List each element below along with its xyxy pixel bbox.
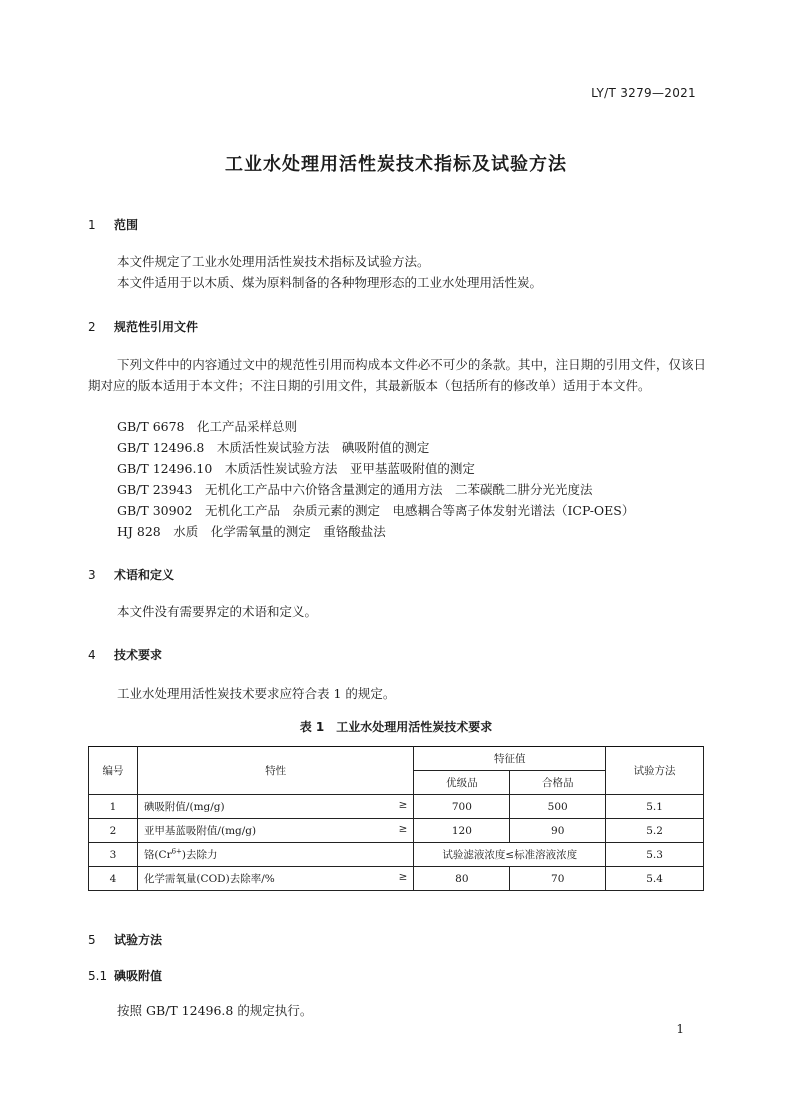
cell-method: 5.3 xyxy=(606,843,704,867)
section-2-heading xyxy=(88,318,198,335)
cell-item xyxy=(137,843,414,867)
paragraph: 工业水处理用活性炭技术要求应符合表 1 的规定。 xyxy=(117,686,396,701)
cell-method: 5.2 xyxy=(606,819,704,843)
table-caption: 表 1 工业水处理用活性炭技术要求 xyxy=(299,720,493,734)
reference-item: GB/T 30902 无机化工产品 杂质元素的测定 电感耦合等离子体发射光谱法（ICP-OES） xyxy=(117,503,635,518)
section-5-1-heading xyxy=(88,967,162,984)
section-5-heading xyxy=(88,931,162,948)
cell-method: 5.4 xyxy=(606,867,704,891)
header-method: 试验方法 xyxy=(606,747,704,795)
cell-item xyxy=(137,819,414,843)
reference-item: HJ 828 水质 化学需氧量的测定 重铬酸盐法 xyxy=(117,524,386,539)
header-item: 特性 xyxy=(137,747,414,795)
spec-table xyxy=(88,746,704,891)
header-grade2: 合格品 xyxy=(510,771,606,795)
section-title: 试验方法 xyxy=(114,933,163,947)
item-superscript: 6+ xyxy=(171,847,182,856)
page-title: 工业水处理用活性炭技术指标及试验方法 xyxy=(225,154,567,175)
paragraph: 按照 GB/T 12496.8 的规定执行。 xyxy=(117,1003,313,1018)
reference-item: GB/T 23943 无机化工产品中六价铬含量测定的通用方法 二苯碳酰二肼分光光度法 xyxy=(117,482,593,497)
cell-grade2: 90 xyxy=(510,819,606,843)
page-number: 1 xyxy=(676,1022,684,1036)
section-1-heading xyxy=(88,216,138,233)
item-label-pre: 铬(Cr xyxy=(143,849,172,861)
cell-grade2: 500 xyxy=(510,795,606,819)
paragraph: 本文件没有需要界定的术语和定义。 xyxy=(117,604,318,619)
section-title: 规范性引用文件 xyxy=(114,320,199,334)
section-number: 4 xyxy=(88,648,96,662)
cell-grade1: 700 xyxy=(414,795,510,819)
item-label-post: )去除力 xyxy=(181,849,218,861)
paragraph: 本文件适用于以木质、煤为原料制备的各种物理形态的工业水处理用活性炭。 xyxy=(117,275,543,290)
section-number: 5.1 xyxy=(88,969,108,983)
reference-item: GB/T 12496.10 木质活性炭试验方法 亚甲基蓝吸附值的测定 xyxy=(117,461,475,476)
cell-item xyxy=(137,795,414,819)
cell-no: 2 xyxy=(89,819,138,843)
document-code: LY/T 3279—2021 xyxy=(591,86,696,100)
cell-merged-value: 试验滤液浓度≤标准溶液浓度 xyxy=(414,843,606,867)
paragraph: 本文件规定了工业水处理用活性炭技术指标及试验方法。 xyxy=(117,254,430,269)
op-symbol: ≥ xyxy=(398,823,408,835)
reference-item: GB/T 12496.8 木质活性炭试验方法 碘吸附值的测定 xyxy=(117,440,430,455)
section-number: 1 xyxy=(88,218,96,232)
section-4-heading xyxy=(88,646,162,663)
header-no: 编号 xyxy=(89,747,138,795)
header-group: 特征值 xyxy=(414,747,606,771)
cell-grade1: 80 xyxy=(414,867,510,891)
op-symbol: ≥ xyxy=(398,871,408,883)
cell-item xyxy=(137,867,414,891)
section-number: 5 xyxy=(88,933,96,947)
references-intro: 下列文件中的内容通过文中的规范性引用而构成本文件必不可少的条款。其中，注日期的引用文件，仅该日期对应的版本适用于本文件；不注日期的引用文件，其最新版本（包括所有的修改单）适用于本文件。 xyxy=(88,357,706,393)
item-label: 碘吸附值/(mg/g) xyxy=(143,801,225,813)
section-number: 2 xyxy=(88,320,96,334)
cell-no: 3 xyxy=(89,843,138,867)
cell-method: 5.1 xyxy=(606,795,704,819)
section-title: 技术要求 xyxy=(114,648,163,662)
cell-grade2: 70 xyxy=(510,867,606,891)
section-title: 碘吸附值 xyxy=(114,969,163,983)
item-label: 亚甲基蓝吸附值/(mg/g) xyxy=(143,825,257,837)
cell-no: 4 xyxy=(89,867,138,891)
table-row xyxy=(89,795,704,819)
section-title: 术语和定义 xyxy=(114,568,175,582)
table-row xyxy=(89,867,704,891)
reference-item: GB/T 6678 化工产品采样总则 xyxy=(117,419,298,434)
cell-no: 1 xyxy=(89,795,138,819)
section-title: 范围 xyxy=(114,218,139,232)
section-3-heading xyxy=(88,566,174,583)
section-number: 3 xyxy=(88,568,96,582)
op-symbol: ≥ xyxy=(398,799,408,811)
table-row xyxy=(89,843,704,867)
table-header-row xyxy=(89,747,704,771)
table-row xyxy=(89,819,704,843)
cell-grade1: 120 xyxy=(414,819,510,843)
header-grade1: 优级品 xyxy=(414,771,510,795)
item-label: 化学需氧量(COD)去除率/% xyxy=(143,873,275,885)
